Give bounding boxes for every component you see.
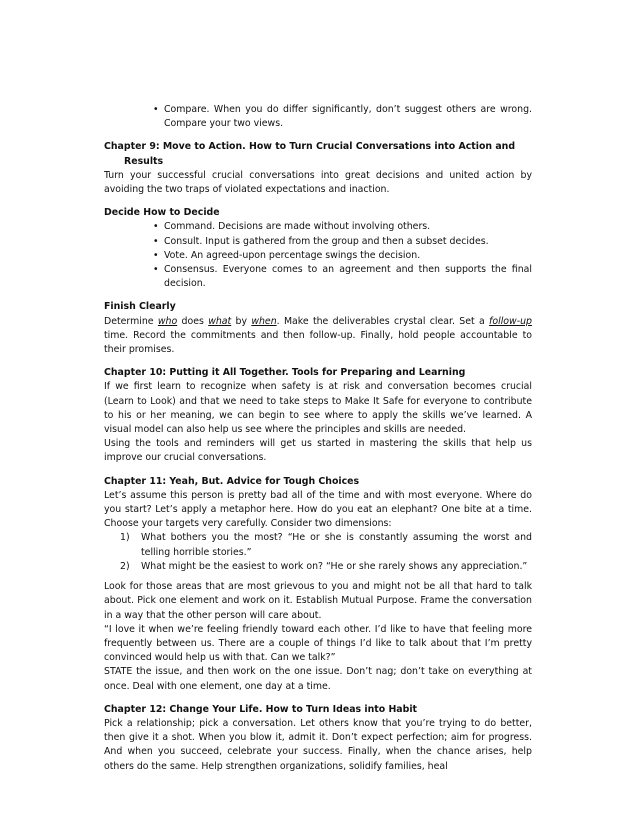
bullet-text: Vote. An agreed-upon percentage swings the decision. — [164, 249, 421, 261]
chapter-12-heading: Chapter 12: Change Your Life. How to Turn Ideas into Habit — [104, 703, 418, 715]
chapter-9-heading-cont: Results — [124, 155, 164, 167]
item-text: What bothers you the most? “He or she is constantly assuming the worst and telling horrible stories.” — [141, 532, 532, 558]
item-number: 1) — [120, 532, 130, 544]
document-page — [104, 103, 532, 774]
chapter-9-body: Turn your successful crucial conversations into great decisions and united action by avoiding the two traps of violated expectations and inaction. — [104, 169, 532, 196]
finish-text: Determine — [104, 315, 158, 327]
item-number: 2) — [120, 560, 130, 572]
emphasis-who: who — [157, 315, 178, 327]
item-text: What might be the easiest to work on? “He or she rarely shows any appreciation.” — [141, 560, 528, 572]
finish-text: . Make the deliverables crystal clear. Set a — [276, 315, 490, 327]
bullet-item-compare — [104, 103, 532, 131]
decide-bullet — [104, 263, 532, 291]
finish-text: does — [177, 315, 209, 327]
chapter-12-paragraph: Pick a relationship; pick a conversation. Let others know that you’re trying to do better, then give it a shot. When you blow it, admit it. Don’t expect perfection; aim for progress. And when you succeed, celebrate your success. Finally, when the chance arises, help others do the same. Help strengthen organizations, solidify families, heal — [104, 717, 532, 772]
emphasis-follow-up: follow-up — [489, 315, 532, 327]
chapter-11-heading: Chapter 11: Yeah, But. Advice for Tough Choices — [104, 475, 360, 487]
bullet-text: Consult. Input is gathered from the group and then a subset decides. — [164, 235, 489, 247]
bullet-text: Compare. When you do differ significantly, don’t suggest others are wrong. Compare your two views. — [164, 104, 532, 130]
bullet-text: Consensus. Everyone comes to an agreement and then supports the final decision. — [164, 264, 532, 290]
chapter-9-heading: Chapter 9: Move to Action. How to Turn Crucial Conversations into Action and — [104, 141, 516, 153]
decide-heading: Decide How to Decide — [104, 207, 220, 219]
bullet-icon: • — [153, 235, 159, 247]
numbered-item — [104, 560, 532, 574]
decide-bullet — [104, 220, 532, 234]
bullet-icon: • — [153, 249, 159, 261]
bullet-icon: • — [153, 104, 159, 115]
bullet-icon: • — [153, 264, 159, 276]
bullet-text: Command. Decisions are made without involving others. — [164, 221, 431, 233]
chapter-11-paragraph: Look for those areas that are most grievous to you and might not be all that hard to talk about. Pick one element and work on it. Establish Mutual Purpose. Frame the conversation in a way that the other person will care about. — [104, 581, 532, 621]
finish-text: time. Record the commitments and then follow-up. Finally, hold people accountable to their promises. — [104, 329, 532, 356]
numbered-item — [104, 531, 532, 559]
finish-text: by — [231, 315, 252, 327]
chapter-10-paragraph: If we first learn to recognize when safety is at risk and conversation becomes crucial (Learn to Look) and that we need to take steps to Make It Safe for everyone to contribute to his or her meaning, we can begin to see where to apply the skills we’ve learned. A visual model can also help us see where the principles and skills are needed. — [104, 381, 532, 436]
emphasis-what: what — [208, 315, 232, 327]
chapter-10-paragraph: Using the tools and reminders will get us started in mastering the skills that help us improve our crucial conversations. — [104, 438, 532, 464]
finish-heading: Finish Clearly — [104, 301, 176, 313]
chapter-11-paragraph: STATE the issue, and then work on the one issue. Don’t nag; don’t take on everything at once. Deal with one element, one day at a time. — [104, 666, 532, 692]
chapter-11-quote: “I love it when we’re feeling friendly toward each other. I’d like to have that feeling more frequently between us. There are a couple of things I’d like to talk about that I’m pretty convinced would help us with that. Can we talk?” — [104, 623, 532, 664]
bullet-icon: • — [153, 221, 159, 233]
chapter-11-paragraph: Let’s assume this person is pretty bad all of the time and with most everyone. Where do you start? Let’s apply a metaphor here. How do you eat an elephant? One bite at a time. Choose your targets very carefully. Consider two dimensions: — [104, 489, 532, 530]
emphasis-when: when — [251, 315, 277, 327]
decide-bullet — [104, 249, 532, 263]
decide-bullet — [104, 235, 532, 249]
finish-body — [104, 315, 532, 358]
chapter-10-heading: Chapter 10: Putting it All Together. Tools for Preparing and Learning — [104, 367, 466, 379]
